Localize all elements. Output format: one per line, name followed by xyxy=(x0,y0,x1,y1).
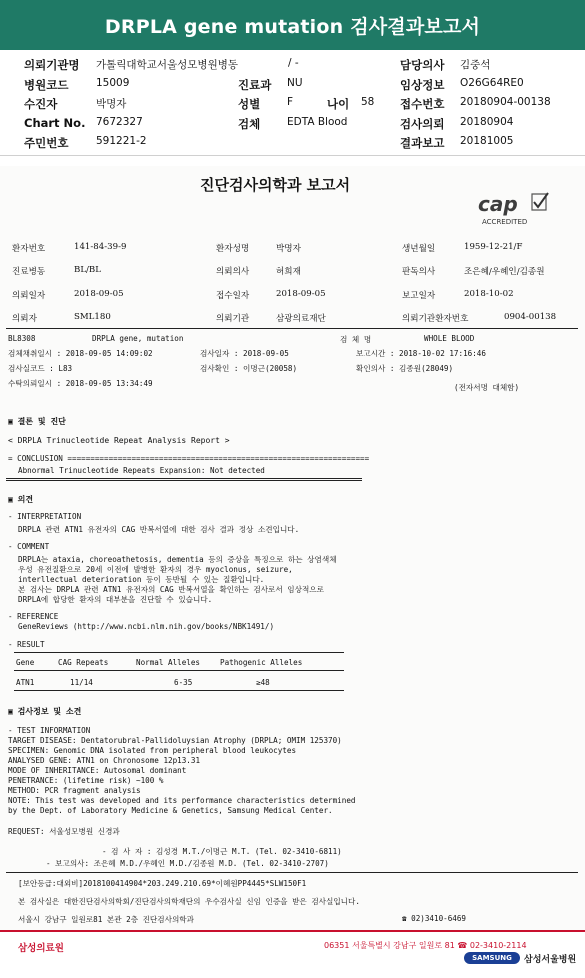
comment-line: 우성 유전질환으로 20세 이전에 발병한 환자의 경우 myoclonus, seizure, xyxy=(18,565,293,574)
meta-value: 591221-2 xyxy=(96,135,147,147)
table-cell-normal: 6-35 xyxy=(174,678,193,687)
meta-value: NU xyxy=(287,77,303,89)
comment-line: interllectual deterioration 등이 동반될 수 있는 질환입니다. xyxy=(18,575,265,584)
info-value: 2018-10-02 xyxy=(464,289,514,299)
conclusion-header: = CONCLUSION ================================================================== xyxy=(8,454,370,463)
meta-row xyxy=(0,116,585,134)
spec-room: 검사실코드 : L83 xyxy=(8,364,73,373)
divider xyxy=(6,872,578,873)
info-label: 진료병동 xyxy=(12,267,46,277)
meta-value: 박명자 xyxy=(96,98,127,110)
certification-text: 본 검사실은 대한진단검사의학회/진단검사의학재단의 우수검사실 신임 인증을 받은 검사실입니다. xyxy=(18,897,360,906)
meta-value: 가톨릭대학교서울성모병원병동 xyxy=(96,59,239,71)
table-rule xyxy=(14,670,344,671)
info-label: 의뢰기관 xyxy=(216,314,250,324)
esign-note: (전자서명 대체함) xyxy=(454,383,520,392)
meta-value: 김중석 xyxy=(460,59,491,71)
info-label: 생년월일 xyxy=(402,244,436,254)
staff-tester: - 검 사 자 : 김성경 M.T./이명근 M.T. (Tel. 02-3410-6811) xyxy=(102,847,342,856)
divider xyxy=(6,328,578,329)
table-header-gene: Gene xyxy=(16,658,35,667)
meta-label: 병원코드 xyxy=(24,78,69,92)
test-info-line: ANALYSED GENE: ATN1 on Chronosome 12p13.31 xyxy=(8,756,201,765)
test-info-line: TARGET DISEASE: Dentatorubral-Pallidoluysian Atrophy (DRPLA; OMIM 125370) xyxy=(8,736,342,745)
meta-row xyxy=(0,57,585,75)
report-title: 진단검사의학과 보고서 xyxy=(200,176,351,194)
cap-text: cap xyxy=(478,192,518,216)
spec-received: 수탁의뢰일시 : 2018-09-05 13:34:49 xyxy=(8,379,153,388)
meta-label: 검체 xyxy=(238,117,261,131)
meta-value: / - xyxy=(288,57,299,69)
spec-label: 검 체 명 xyxy=(340,335,372,344)
info-value: BL/BL xyxy=(74,265,101,275)
meta-label: 접수번호 xyxy=(400,97,445,111)
table-header-cag: CAG Repeats xyxy=(58,658,109,667)
meta-label: 임상정보 xyxy=(400,78,445,92)
test-info-line: MODE OF INHERITANCE: Autosomal dominant xyxy=(8,766,187,775)
meta-label: 주민번호 xyxy=(24,136,69,150)
info-label: 의뢰자 xyxy=(12,314,37,324)
test-info-line: PENETRANCE: (lifetime risk) ~100 % xyxy=(8,776,164,785)
test-info-line: SPECIMEN: Genomic DNA isolated from peripheral blood leukocytes xyxy=(8,746,297,755)
samsung-logo-text: SAMSUNG xyxy=(472,954,512,962)
meta-row xyxy=(0,77,585,95)
meta-label: 결과보고 xyxy=(400,136,445,150)
meta-label: 검사의뢰 xyxy=(400,117,445,131)
spec-code: BL8308 xyxy=(8,334,36,343)
section-test-info: ▣ 검사정보 및 소견 xyxy=(8,707,82,716)
cap-subtext: ACCREDITED xyxy=(482,218,528,226)
meta-value: 15009 xyxy=(96,77,130,89)
info-value: 2018-09-05 xyxy=(74,289,124,299)
meta-label: 담당의사 xyxy=(400,58,445,72)
info-value: 0904-00138 xyxy=(504,312,557,322)
table-header-pathogenic: Pathogenic Alleles xyxy=(220,658,303,667)
cap-accredited-logo xyxy=(478,190,558,230)
table-cell-cag: 11/14 xyxy=(70,678,93,687)
footer-address: 06351 서울특별시 강남구 일원로 81 ☎ 02-3410-2114 xyxy=(324,941,527,950)
test-info-line: NOTE: This test was developed and its performance characteristics determined xyxy=(8,796,356,805)
table-rule xyxy=(14,652,344,653)
info-label: 환자번호 xyxy=(12,244,46,254)
comment-header: - COMMENT xyxy=(8,542,50,551)
interp-text: DRPLA 관련 ATN1 유전자의 CAG 반복서열에 대한 검사 결과 정상 소견입니다. xyxy=(18,525,300,534)
spec-collect: 검체채취일시 : 2018-09-05 14:09:02 xyxy=(8,349,153,358)
request-meta-panel xyxy=(0,50,585,156)
spec-confirm: 검사확인 : 이명근(20058) xyxy=(200,364,298,373)
meta-value: 20181005 xyxy=(460,135,514,147)
meta-value: EDTA Blood xyxy=(287,116,348,128)
result-header: - RESULT xyxy=(8,640,45,649)
info-value: SML180 xyxy=(74,312,111,322)
lab-report-scan xyxy=(0,166,585,978)
lab-address: 서울시 강남구 일원로81 본관 2층 진단검사의학과 xyxy=(18,915,194,924)
info-label: 보고일자 xyxy=(402,291,436,301)
info-value: 조은혜/우혜인/김종원 xyxy=(464,267,545,277)
test-info-line: by the Dept. of Laboratory Medicine & Genetics, Samsung Medical Center. xyxy=(8,806,333,815)
info-value: 141-84-39-9 xyxy=(74,242,127,252)
spec-report-time: 보고시간 : 2018-10-02 17:16:46 xyxy=(356,349,486,358)
info-label: 의뢰일자 xyxy=(12,291,46,301)
meta-value: O26G64RE0 xyxy=(460,77,524,89)
spec-test: DRPLA gene, mutation xyxy=(92,334,184,343)
info-label: 접수일자 xyxy=(216,291,250,301)
samsung-logo xyxy=(464,952,520,964)
meta-label: Chart No. xyxy=(24,116,86,130)
table-cell-gene: ATN1 xyxy=(16,678,35,687)
footer-left-brand: 삼성의료원 xyxy=(18,943,64,954)
info-label: 환자성명 xyxy=(216,244,250,254)
footer-right-brand: 삼성서울병원 xyxy=(524,955,577,965)
info-value: 박명자 xyxy=(276,244,301,254)
interp-header: - INTERPRETATION xyxy=(8,512,82,521)
meta-label: 수진자 xyxy=(24,97,58,111)
spec-value: WHOLE BLOOD xyxy=(424,334,475,343)
trinuc-header: < DRPLA Trinucleotide Repeat Analysis Report > xyxy=(8,436,230,445)
meta-value: 58 xyxy=(361,96,375,108)
meta-row xyxy=(0,96,585,114)
info-label: 판독의사 xyxy=(402,267,436,277)
spec-exam-date: 검사일자 : 2018-09-05 xyxy=(200,349,289,358)
comment-line: DRPLA에 합당한 환자의 대부분을 진단할 수 있습니다. xyxy=(18,595,213,604)
banner-title: DRPLA gene mutation 검사결과보고서 xyxy=(104,15,481,38)
info-label: 의뢰기관환자번호 xyxy=(402,314,469,324)
meta-label: 나이 xyxy=(327,97,350,111)
meta-label: 의뢰기관명 xyxy=(24,58,80,72)
lab-phone: ☎ 02)3410-6469 xyxy=(402,914,467,923)
footer-rule xyxy=(0,930,585,932)
table-rule xyxy=(14,690,344,691)
report-footer xyxy=(0,930,585,978)
info-value: 2018-09-05 xyxy=(276,289,326,299)
info-value: 허희재 xyxy=(276,267,301,277)
meta-label: 성별 xyxy=(238,97,261,111)
request-text: REQUEST: 서울성모병원 신경과 xyxy=(8,827,120,836)
print-security-code: [보안등급:대외비]2018100414904*203.249.210.69*이혜원PP4445*SLW150F1 xyxy=(18,879,307,888)
meta-value: 20180904-00138 xyxy=(460,96,551,108)
meta-value: F xyxy=(287,96,294,108)
table-cell-pathogenic: ≥48 xyxy=(256,678,270,687)
meta-row xyxy=(0,135,585,153)
spec-confirm-md: 확인의사 : 김종원(28049) xyxy=(356,364,454,373)
report-banner xyxy=(0,0,585,50)
info-value: 삼광의료재단 xyxy=(276,314,326,324)
staff-doctor: - 보고의사: 조은혜 M.D./우혜인 M.D./김종원 M.D. (Tel. 02-3410-2707) xyxy=(46,859,329,868)
reference-header: - REFERENCE xyxy=(8,612,59,621)
section-result: ▣ 결론 및 진단 xyxy=(8,417,66,426)
comment-line: DRPLA는 ataxia, choreoathetosis, dementia 등의 증상을 특징으로 하는 상염색체 xyxy=(18,555,337,564)
section-opinion: ▣ 의견 xyxy=(8,495,34,504)
reference-text: GeneReviews (http://www.ncbi.nlm.nih.gov/books/NBK1491/) xyxy=(18,622,275,631)
conclusion-text: Abnormal Trinucleotide Repeats Expansion: Not detected xyxy=(18,466,265,475)
info-label: 의뢰의사 xyxy=(216,267,250,277)
divider xyxy=(6,478,362,481)
test-info-line: - TEST INFORMATION xyxy=(8,726,91,735)
comment-line: 본 검사는 DRPLA 관련 ATN1 유전자의 CAG 반복서열을 확인하는 검사로서 임상적으로 xyxy=(18,585,324,594)
table-header-normal: Normal Alleles xyxy=(136,658,201,667)
info-value: 1959-12-21/F xyxy=(464,242,523,252)
meta-label: 진료과 xyxy=(238,78,272,92)
meta-value: 7672327 xyxy=(96,116,143,128)
meta-value: 20180904 xyxy=(460,116,514,128)
test-info-line: METHOD: PCR fragment analysis xyxy=(8,786,141,795)
